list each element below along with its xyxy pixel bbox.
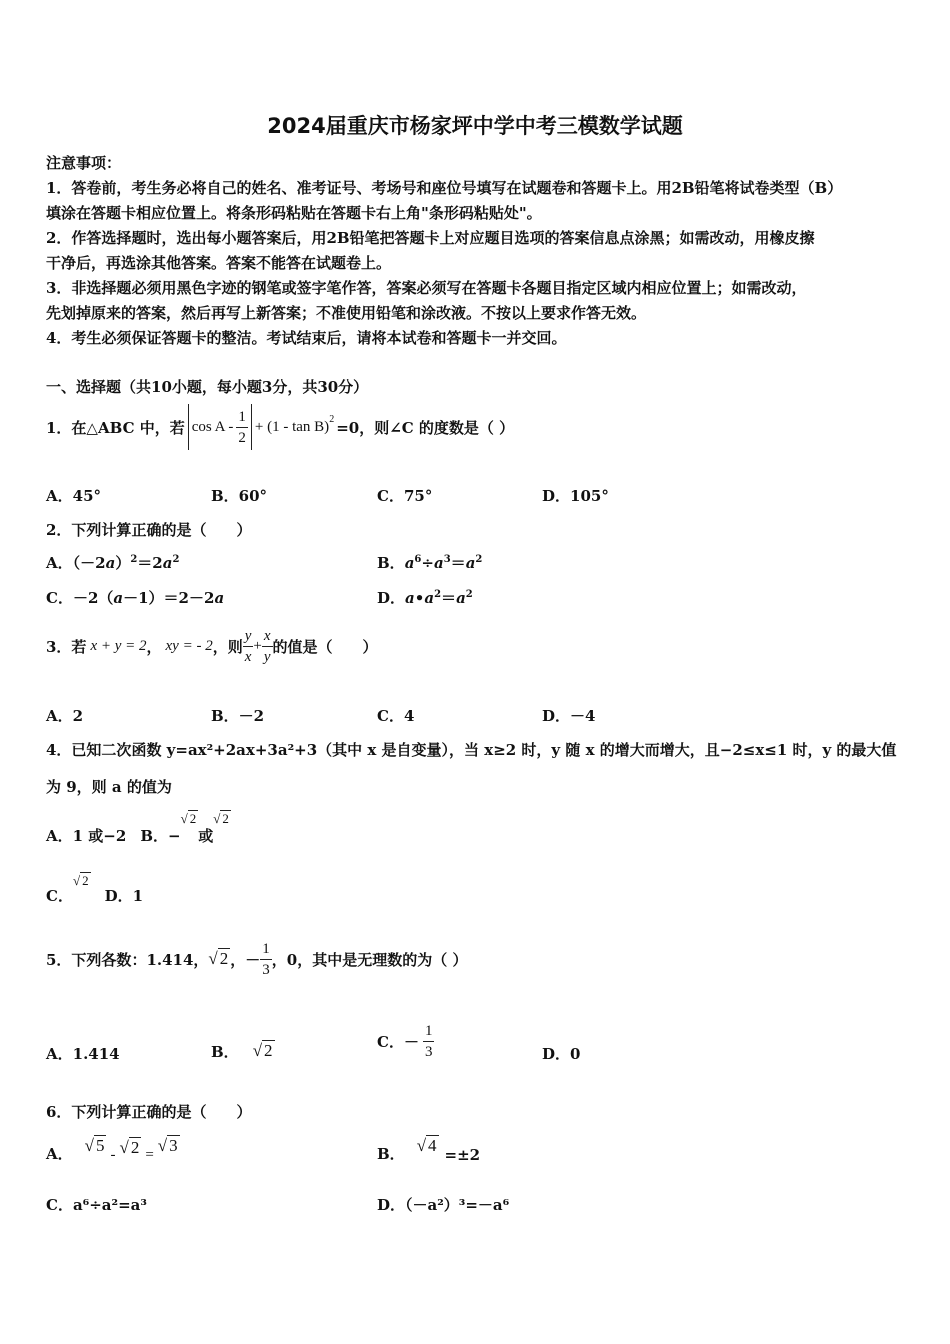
minus-sign: - (110, 1147, 116, 1163)
q3-equation-2: xy = - 2 (165, 637, 213, 654)
option-text: ÷ (421, 554, 434, 572)
variable: a (214, 589, 225, 607)
q4-option-c[interactable] (46, 873, 91, 906)
q5-option-b[interactable] (211, 1036, 275, 1066)
option-text: C．－ (377, 1032, 419, 1051)
q3-separator: ， (146, 637, 162, 656)
variable: a (405, 589, 415, 607)
radicand: 5 (95, 1136, 105, 1155)
radicand: 4 (428, 1136, 437, 1155)
question-4-stem-line-2: 为 9，则 a 的值为 (46, 778, 172, 796)
q1-half-fraction (236, 407, 248, 448)
option-text: A． (46, 1145, 73, 1163)
q2-option-c[interactable] (46, 587, 224, 608)
radicand: 3 (169, 1136, 178, 1155)
q3-fraction-y-over-x (243, 626, 254, 667)
sqrt-3: √ 3 (157, 1136, 178, 1155)
option-text: C． (46, 887, 73, 905)
sqrt-2: √ 2 (252, 1041, 273, 1060)
q1-prefix: 1．在△ABC 中，若 (46, 418, 185, 437)
q5-fraction-one-third (423, 1021, 435, 1062)
option-text: • (414, 589, 425, 607)
q2-option-a[interactable] (46, 552, 179, 573)
option-text: ＝ (441, 589, 457, 607)
question-3-stem (46, 622, 378, 670)
q3-suffix: 的值是（ ） (272, 637, 378, 656)
question-6-stem: 6．下列计算正确的是（ ） (46, 1103, 252, 1121)
fraction-denominator: y (263, 648, 271, 665)
q5-option-d[interactable]: D．0 (542, 1045, 581, 1063)
variable: a (424, 589, 435, 607)
notice-line: 1．答卷前，考生务必将自己的姓名、准考证号、考场号和座位号填写在试题卷和答题卡上。用2B铅笔将试卷类型（B） (46, 179, 843, 197)
fraction-denominator: x (244, 648, 252, 665)
q6-option-c[interactable]: C．a⁶÷a²=a³ (46, 1196, 147, 1214)
notice-heading: 注意事项： (46, 154, 122, 172)
sqrt-2: √ 2 (180, 811, 197, 826)
variable: a (113, 589, 124, 607)
q3-plus: + (253, 637, 262, 654)
sqrt-4: √ 4 (416, 1136, 437, 1155)
variable: a (105, 554, 116, 572)
variable: a (162, 554, 173, 572)
q4-options-ab (46, 812, 231, 846)
q1-suffix: =0，则∠C 的度数是（ ） (336, 418, 515, 437)
option-text: ＝ (450, 554, 466, 572)
q5-middle: ，－ (230, 950, 261, 969)
fraction-numerator: y (243, 626, 254, 647)
q1-option-a[interactable]: A．45° (46, 487, 102, 505)
option-text: D． (377, 589, 406, 607)
sqrt-5: √ 5 (84, 1136, 105, 1155)
variable: a (404, 554, 415, 572)
option-text: C．－2（ (46, 589, 114, 607)
fraction-numerator: 1 (423, 1021, 435, 1042)
exponent: 2 (434, 589, 442, 600)
section-heading: 一、选择题（共10小题，每小题3分，共30分） (46, 378, 369, 396)
q1-abs-expression (188, 404, 252, 450)
option-text: ） (115, 554, 131, 572)
exponent: 2 (475, 554, 483, 565)
option-text: =±2 (444, 1146, 481, 1164)
sqrt-2: √ 2 (208, 949, 229, 968)
sqrt-2: √ 2 (72, 873, 89, 888)
option-text: ＝2 (137, 554, 163, 572)
option-text: B． (377, 1145, 405, 1163)
variable: a (433, 554, 444, 572)
q2-option-d[interactable] (377, 587, 473, 608)
option-text: 或 (198, 827, 214, 845)
notice-line: 3．非选择题必须用黑色字迹的钢笔或签字笔作答，答案必须写在答题卡各题目指定区域内相应位置上；如需改动， (46, 279, 807, 297)
q3-option-c[interactable]: C．4 (377, 707, 415, 725)
q5-option-a[interactable]: A．1.414 (46, 1045, 120, 1063)
fraction-denominator: 3 (424, 1043, 433, 1060)
notice-line: 填涂在答题卡相应位置上。将条形码粘贴在答题卡右上角"条形码粘贴处"。 (46, 204, 542, 222)
radicand: 2 (222, 811, 229, 826)
q5-suffix: ，0，其中是无理数的为（ ） (271, 950, 468, 969)
radicand: 2 (189, 811, 197, 826)
q1-tan-term: + (1 - tan B) (254, 418, 330, 435)
q6-option-a[interactable] (46, 1134, 180, 1164)
fraction-numerator: 1 (236, 407, 248, 428)
fraction-denominator: 2 (238, 429, 246, 446)
equals-sign: = (145, 1147, 154, 1163)
variable: a (456, 589, 466, 607)
q5-prefix: 5．下列各数：1.414， (46, 950, 209, 969)
q1-cos-term: cos A - (191, 418, 234, 435)
question-4-stem-line-1: 4．已知二次函数 y=ax²+2ax+3a²+3（其中 x 是自变量），当 x≥2 时，y 随 x 的增大而增大，且−2≤x≤1 时，y 的最大值 (46, 741, 897, 759)
q5-option-c[interactable] (377, 1016, 434, 1066)
option-text: B． (377, 554, 405, 572)
exponent: 6 (414, 554, 422, 565)
radicand: 2 (130, 1138, 140, 1157)
q5-fraction-one-third (260, 939, 272, 980)
q1-square-exponent: 2 (329, 413, 335, 425)
sqrt-2: √ 2 (119, 1138, 140, 1157)
radicand: 2 (264, 1041, 273, 1060)
sqrt-2: √ 2 (213, 811, 229, 826)
q3-option-b[interactable]: B．－2 (211, 707, 265, 725)
q1-option-b[interactable]: B．60° (211, 487, 268, 505)
q4-option-a[interactable]: A．1 或−2 (46, 827, 127, 845)
option-text: －1）＝2－2 (123, 589, 215, 607)
exponent: 2 (130, 554, 138, 565)
q3-option-a[interactable]: A．2 (46, 707, 84, 725)
q1-option-d[interactable]: D．105° (542, 487, 609, 505)
option-text: B．− (140, 827, 181, 845)
exponent: 2 (172, 554, 180, 565)
q6-option-b[interactable] (377, 1134, 480, 1164)
exponent: 3 (443, 554, 451, 565)
q4-options-cd (46, 872, 143, 906)
q3-fraction-x-over-y (262, 626, 273, 667)
q4-option-b[interactable] (140, 811, 231, 846)
fraction-numerator: 1 (260, 939, 272, 960)
q3-middle: ，则 (212, 637, 243, 656)
radicand: 2 (219, 949, 229, 968)
option-text: A．（－2 (46, 554, 106, 572)
q3-option-d[interactable]: D．－4 (542, 707, 596, 725)
notice-line: 先划掉原来的答案，然后再写上新答案；不准使用铅笔和涂改液。不按以上要求作答无效。 (46, 304, 647, 322)
exponent: 2 (465, 589, 473, 600)
question-2-stem: 2．下列计算正确的是（ ） (46, 521, 252, 539)
q3-prefix: 3．若 (46, 637, 87, 656)
question-1-stem (46, 402, 514, 452)
notice-line: 4．考生必须保证答题卡的整洁。考试结束后，请将本试卷和答题卡一并交回。 (46, 329, 567, 347)
fraction-numerator: x (262, 626, 273, 647)
notice-line: 干净后，再选涂其他答案。答案不能答在试题卷上。 (46, 254, 392, 272)
q3-equation-1: x + y = 2 (90, 637, 147, 654)
q2-option-b[interactable] (377, 552, 482, 573)
fraction-denominator: 3 (262, 961, 270, 978)
notice-line: 2．作答选择题时，选出每小题答案后，用2B铅笔把答题卡上对应题目选项的答案信息点涂黑；如需改动，用橡皮擦 (46, 229, 815, 247)
option-text: B． (211, 1042, 239, 1061)
question-5-stem (46, 934, 467, 984)
variable: a (465, 554, 476, 572)
q1-option-c[interactable]: C．75° (377, 487, 433, 505)
q6-option-d[interactable]: D．（－a²）³=－a⁶ (377, 1196, 510, 1214)
radicand: 2 (82, 873, 89, 888)
q4-option-d[interactable]: D．1 (104, 887, 144, 905)
exam-title: 2024届重庆市杨家坪中学中考三模数学试题 (267, 114, 683, 138)
